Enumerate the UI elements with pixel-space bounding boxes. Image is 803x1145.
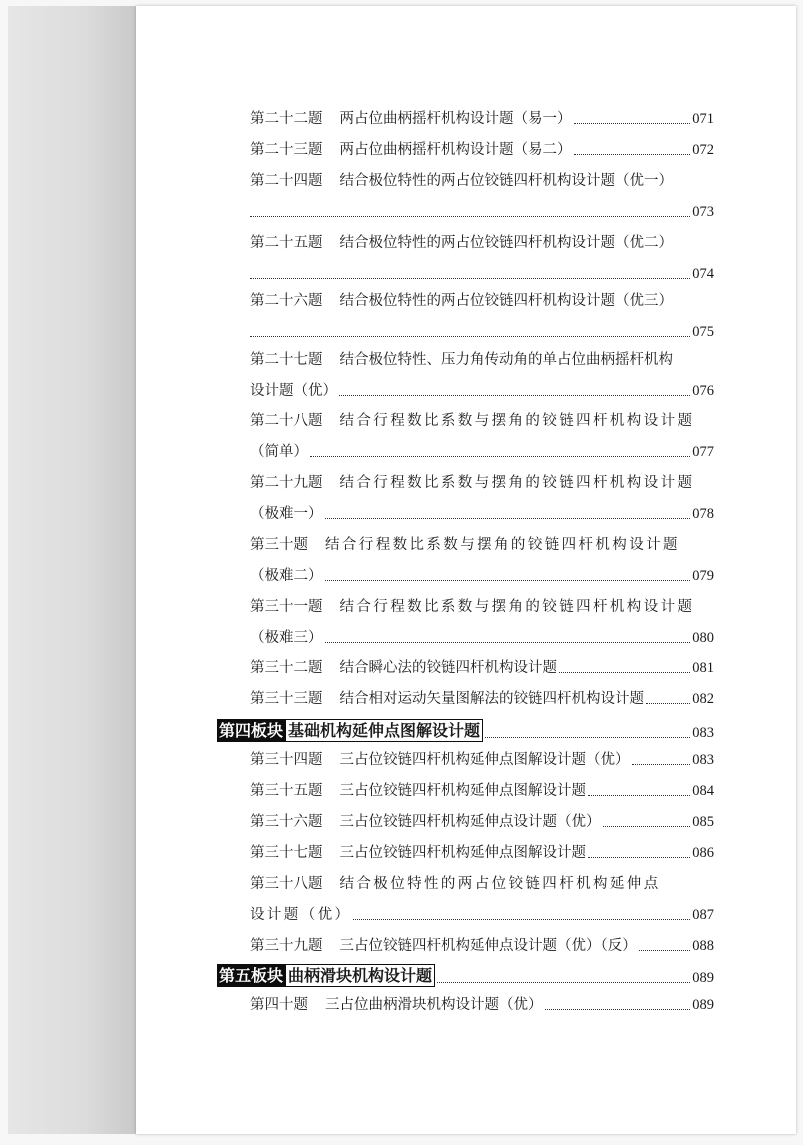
entry-number: 第三十四题 [250,752,323,768]
dot-leader [639,950,691,951]
entry-title: 结合行程数比系数与摆角的铰链四杆机构设计题 [339,599,695,615]
toc-entry [250,345,714,369]
dot-leader [250,278,690,279]
entry-title: 三占位铰链四杆机构延伸点图解设计题（优） [339,752,630,768]
toc-entry-continuation [250,259,714,283]
entry-title: （极难三） [250,630,323,646]
toc-entry [250,135,714,159]
toc-entry-continuation [250,317,714,341]
entry-number: 第二十二题 [250,111,323,127]
toc-entry [250,807,714,831]
entry-number: 第二十九题 [250,475,323,491]
toc-entry [250,166,714,190]
toc-entry [250,228,714,252]
entry-title: 设计题（优） [250,383,337,399]
toc-entry [250,869,714,893]
entry-title: 结合极位特性的两占位铰链四杆机构延伸点 [339,876,661,892]
entry-title: （简单） [250,444,308,460]
toc-entry-continuation [250,900,714,924]
entry-title: 结合行程数比系数与摆角的铰链四杆机构设计题 [339,475,695,491]
toc-entry [250,592,714,616]
dot-leader [339,395,690,396]
entry-number: 第二十五题 [250,235,323,251]
page-number: 077 [692,444,714,460]
entry-number: 第二十六题 [250,293,323,309]
dot-leader [632,764,691,765]
page-number: 076 [692,383,714,399]
page-number: 089 [692,997,714,1013]
entry-title: 结合行程数比系数与摆角的铰链四杆机构设计题 [339,413,695,429]
dot-leader [603,826,691,827]
page-number: 071 [692,111,714,127]
dot-leader [325,642,691,643]
dot-leader [250,216,690,217]
dot-leader [588,857,690,858]
entry-title: 三占位铰链四杆机构延伸点图解设计题 [339,783,586,799]
entry-title: 三占位铰链四杆机构延伸点设计题（优） [339,814,601,830]
entry-number: 第四十题 [250,997,308,1013]
toc-entry [250,990,714,1014]
section-title: 基础机构延伸点图解设计题 [285,719,483,742]
page-number: 086 [692,845,714,861]
dot-leader [559,672,690,673]
entry-number: 第二十四题 [250,173,323,189]
toc-entry [250,530,714,554]
toc-entry-continuation [250,499,714,523]
page-number: 072 [692,142,714,158]
entry-number: 第二十八题 [250,413,323,429]
toc-entry-continuation [250,376,714,400]
page-number: 083 [692,725,714,741]
entry-title: 结合相对运动矢量图解法的铰链四杆机构设计题 [339,691,644,707]
page-number: 079 [692,568,714,584]
entry-number: 第三十题 [250,537,308,553]
page-number: 084 [692,783,714,799]
entry-title: 结合极位特性、压力角传动角的单占位曲柄摇杆机构 [339,352,673,368]
section-heading [217,961,714,987]
page-number: 082 [692,691,714,707]
dot-leader [310,456,690,457]
toc-entry [250,406,714,430]
entry-title: 结合极位特性的两占位铰链四杆机构设计题（优一） [339,173,673,189]
entry-title: 结合瞬心法的铰链四杆机构设计题 [339,660,557,676]
page-number: 083 [692,752,714,768]
dot-leader [325,518,691,519]
entry-title: 三占位曲柄滑块机构设计题（优） [325,997,543,1013]
entry-title: 两占位曲柄摇杆机构设计题（易一） [339,111,572,127]
page-number: 074 [692,266,714,282]
entry-title: 结合极位特性的两占位铰链四杆机构设计题（优二） [339,235,673,251]
toc-entry [250,286,714,310]
dot-leader [250,336,690,337]
entry-title: （极难二） [250,568,323,584]
entry-number: 第三十五题 [250,783,323,799]
toc-entry-continuation [250,561,714,585]
section-title: 曲柄滑块机构设计题 [285,964,435,987]
page-number: 087 [692,907,714,923]
entry-title: 三占位铰链四杆机构延伸点设计题（优）（反） [339,938,637,954]
entry-title: （极难一） [250,506,323,522]
dot-leader [325,580,691,581]
page-number: 089 [692,970,714,986]
toc-entry [250,745,714,769]
page-number: 073 [692,204,714,220]
page-number: 088 [692,938,714,954]
entry-number: 第三十一题 [250,599,323,615]
toc-entry [250,776,714,800]
section-badge: 第五板块 [219,966,284,985]
entry-title: 设计题（优） [250,907,352,923]
page-number: 081 [692,660,714,676]
entry-number: 第三十八题 [250,876,323,892]
toc-entry [250,653,714,677]
dot-leader [485,737,690,738]
toc-entry-continuation [250,437,714,461]
entry-number: 第二十七题 [250,352,323,368]
entry-title: 三占位铰链四杆机构延伸点图解设计题 [339,845,586,861]
toc-entry-continuation [250,623,714,647]
entry-number: 第三十六题 [250,814,323,830]
dot-leader [646,703,690,704]
entry-title: 两占位曲柄摇杆机构设计题（易二） [339,142,572,158]
toc-entry [250,684,714,708]
dot-leader [437,982,690,983]
entry-number: 第三十七题 [250,845,323,861]
toc-entry [250,931,714,955]
entry-number: 第二十三题 [250,142,323,158]
toc-entry [250,104,714,128]
entry-number: 第三十二题 [250,660,323,676]
toc-entry [250,468,714,492]
toc-entry-continuation [250,197,714,221]
entry-number: 第三十三题 [250,691,323,707]
dot-leader [574,123,691,124]
page-number: 078 [692,506,714,522]
page-number: 075 [692,324,714,340]
entry-number: 第三十九题 [250,938,323,954]
page-number: 080 [692,630,714,646]
section-badge: 第四板块 [219,721,284,740]
dot-leader [545,1009,691,1010]
entry-title: 结合行程数比系数与摆角的铰链四杆机构设计题 [325,537,680,553]
entry-title: 结合极位特性的两占位铰链四杆机构设计题（优三） [339,293,673,309]
dot-leader [574,154,691,155]
section-heading [217,716,714,742]
dot-leader [353,919,690,920]
page-number: 085 [692,814,714,830]
dot-leader [588,795,690,796]
toc-entry [250,838,714,862]
